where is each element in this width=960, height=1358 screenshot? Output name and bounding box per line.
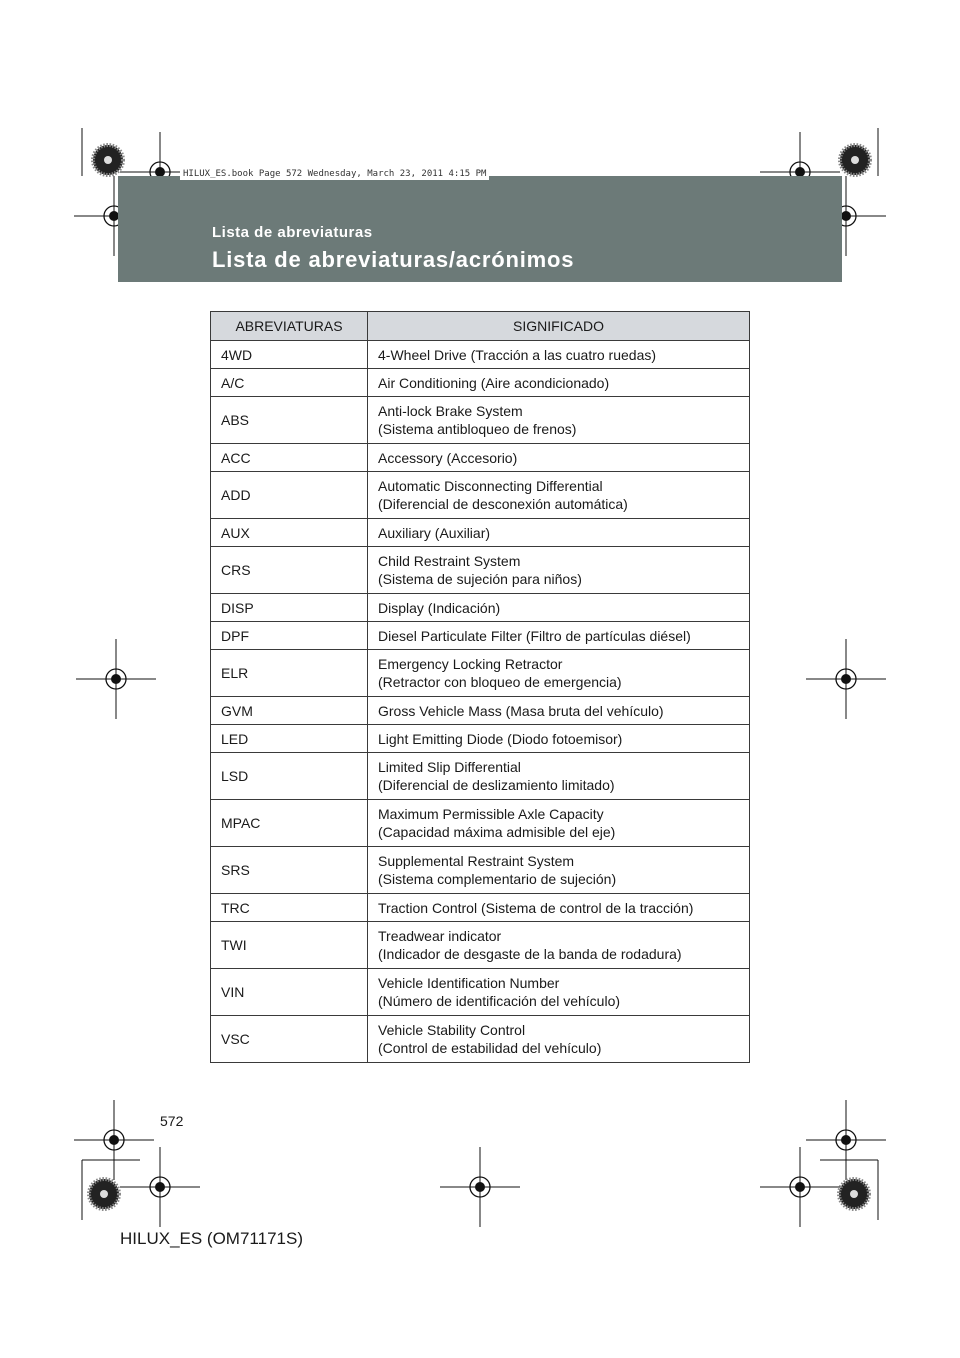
crosshair-mark-icon [120,1147,200,1227]
meaning-cell [368,1016,750,1063]
table-row [211,650,750,697]
meaning-cell [368,753,750,800]
abbreviation-cell: 4WD [211,341,368,369]
crosshair-mark-icon [806,1100,886,1180]
crosshair-mark-icon [760,1147,840,1227]
page-title: Lista de abreviaturas/acrónimos [212,247,575,272]
table-row [211,472,750,519]
table-row [211,697,750,725]
abbreviation-cell: SRS [211,847,368,894]
meaning-cell [368,547,750,594]
table-row [211,800,750,847]
table-row [211,369,750,397]
meaning-line: Traction Control (Sistema de control de la tracción) [378,899,694,916]
table-row [211,847,750,894]
abbreviation-cell: DISP [211,594,368,622]
meaning-line: (Sistema complementario de sujeción) [378,871,617,887]
meaning-cell [368,894,750,922]
meaning-cell [368,969,750,1016]
meaning-cell [368,519,750,547]
abbreviation-cell: LED [211,725,368,753]
abbreviation-cell: MPAC [211,800,368,847]
meaning-line: Treadwear indicator [378,928,502,944]
meaning-cell [368,397,750,444]
meaning-line: (Número de identificación del vehículo) [378,993,621,1009]
table-row [211,969,750,1016]
meaning-cell [368,341,750,369]
starburst-mark-icon [93,145,123,175]
abbreviation-cell: TRC [211,894,368,922]
meaning-line: Supplemental Restraint System [378,853,575,869]
meaning-line: Vehicle Stability Control [378,1022,526,1038]
meaning-line: Air Conditioning (Aire acondicionado) [378,374,610,391]
column-header-abbreviations: ABREVIATURAS [211,312,368,341]
abbreviation-cell: ELR [211,650,368,697]
meaning-line: Child Restraint System [378,553,521,569]
table-row [211,547,750,594]
book-stamp: HILUX_ES.book Page 572 Wednesday, March 23, 2011 4:15 PM [180,168,489,180]
table-row [211,725,750,753]
abbreviation-cell: GVM [211,697,368,725]
crosshair-mark-icon [74,1100,154,1180]
table-row [211,622,750,650]
meaning-line: 4-Wheel Drive (Tracción a las cuatro ruedas) [378,346,657,363]
meaning-line: Anti-lock Brake System [378,403,523,419]
meaning-line: Accessory (Accesorio) [378,449,518,466]
table-body [211,341,750,1063]
meaning-cell [368,697,750,725]
starburst-mark-icon [840,145,870,175]
meaning-line: (Sistema de sujeción para niños) [378,571,582,587]
meaning-line: Emergency Locking Retractor [378,656,563,672]
meaning-line: (Diferencial de deslizamiento limitado) [378,777,615,793]
meaning-line: (Diferencial de desconexión automática) [378,496,628,512]
meaning-line: Light Emitting Diode (Diodo fotoemisor) [378,730,623,747]
meaning-line: Automatic Disconnecting Differential [378,478,603,494]
abbreviation-cell: A/C [211,369,368,397]
starburst-mark-icon [89,1179,119,1209]
table-row [211,519,750,547]
table-row [211,341,750,369]
abbreviations-table [210,311,750,1063]
starburst-mark-icon [839,1179,869,1209]
meaning-line: Maximum Permissible Axle Capacity [378,806,604,822]
meaning-cell [368,622,750,650]
abbreviation-cell: ACC [211,444,368,472]
table-row [211,922,750,969]
meaning-line: (Indicador de desgaste de la banda de rodadura) [378,946,682,962]
column-header-meaning: SIGNIFICADO [368,312,750,341]
abbreviation-cell: CRS [211,547,368,594]
abbreviation-cell: AUX [211,519,368,547]
meaning-cell [368,725,750,753]
meaning-line: (Retractor con bloqueo de emergencia) [378,674,622,690]
meaning-cell [368,650,750,697]
table-row [211,397,750,444]
document-code: HILUX_ES (OM71171S) [120,1229,303,1248]
meaning-line: Gross Vehicle Mass (Masa bruta del vehículo) [378,702,664,719]
table-header-row [211,312,750,341]
meaning-cell [368,444,750,472]
crosshair-mark-icon [76,639,156,719]
table-row [211,594,750,622]
meaning-cell [368,800,750,847]
meaning-line: (Capacidad máxima admisible del eje) [378,824,616,840]
meaning-line: Vehicle Identification Number [378,975,560,991]
page-number: 572 [160,1113,184,1129]
meaning-line: Auxiliary (Auxiliar) [378,524,491,541]
table-row [211,753,750,800]
section-label: Lista de abreviaturas [212,224,373,241]
abbreviation-cell: ABS [211,397,368,444]
abbreviation-cell: LSD [211,753,368,800]
meaning-line: (Sistema antibloqueo de frenos) [378,421,577,437]
crosshair-mark-icon [806,639,886,719]
meaning-line: Diesel Particulate Filter (Filtro de partículas diésel) [378,627,691,644]
meaning-cell [368,472,750,519]
abbreviation-cell: TWI [211,922,368,969]
table-row [211,444,750,472]
meaning-line: Limited Slip Differential [378,759,521,775]
table-row [211,1016,750,1063]
meaning-cell [368,594,750,622]
abbreviation-cell: ADD [211,472,368,519]
meaning-line: (Control de estabilidad del vehículo) [378,1040,602,1056]
table-row [211,894,750,922]
meaning-cell [368,922,750,969]
meaning-cell [368,847,750,894]
abbreviation-cell: VIN [211,969,368,1016]
meaning-line: Display (Indicación) [378,599,501,616]
crosshair-mark-icon [440,1147,520,1227]
abbreviation-cell: VSC [211,1016,368,1063]
abbreviation-cell: DPF [211,622,368,650]
meaning-cell [368,369,750,397]
